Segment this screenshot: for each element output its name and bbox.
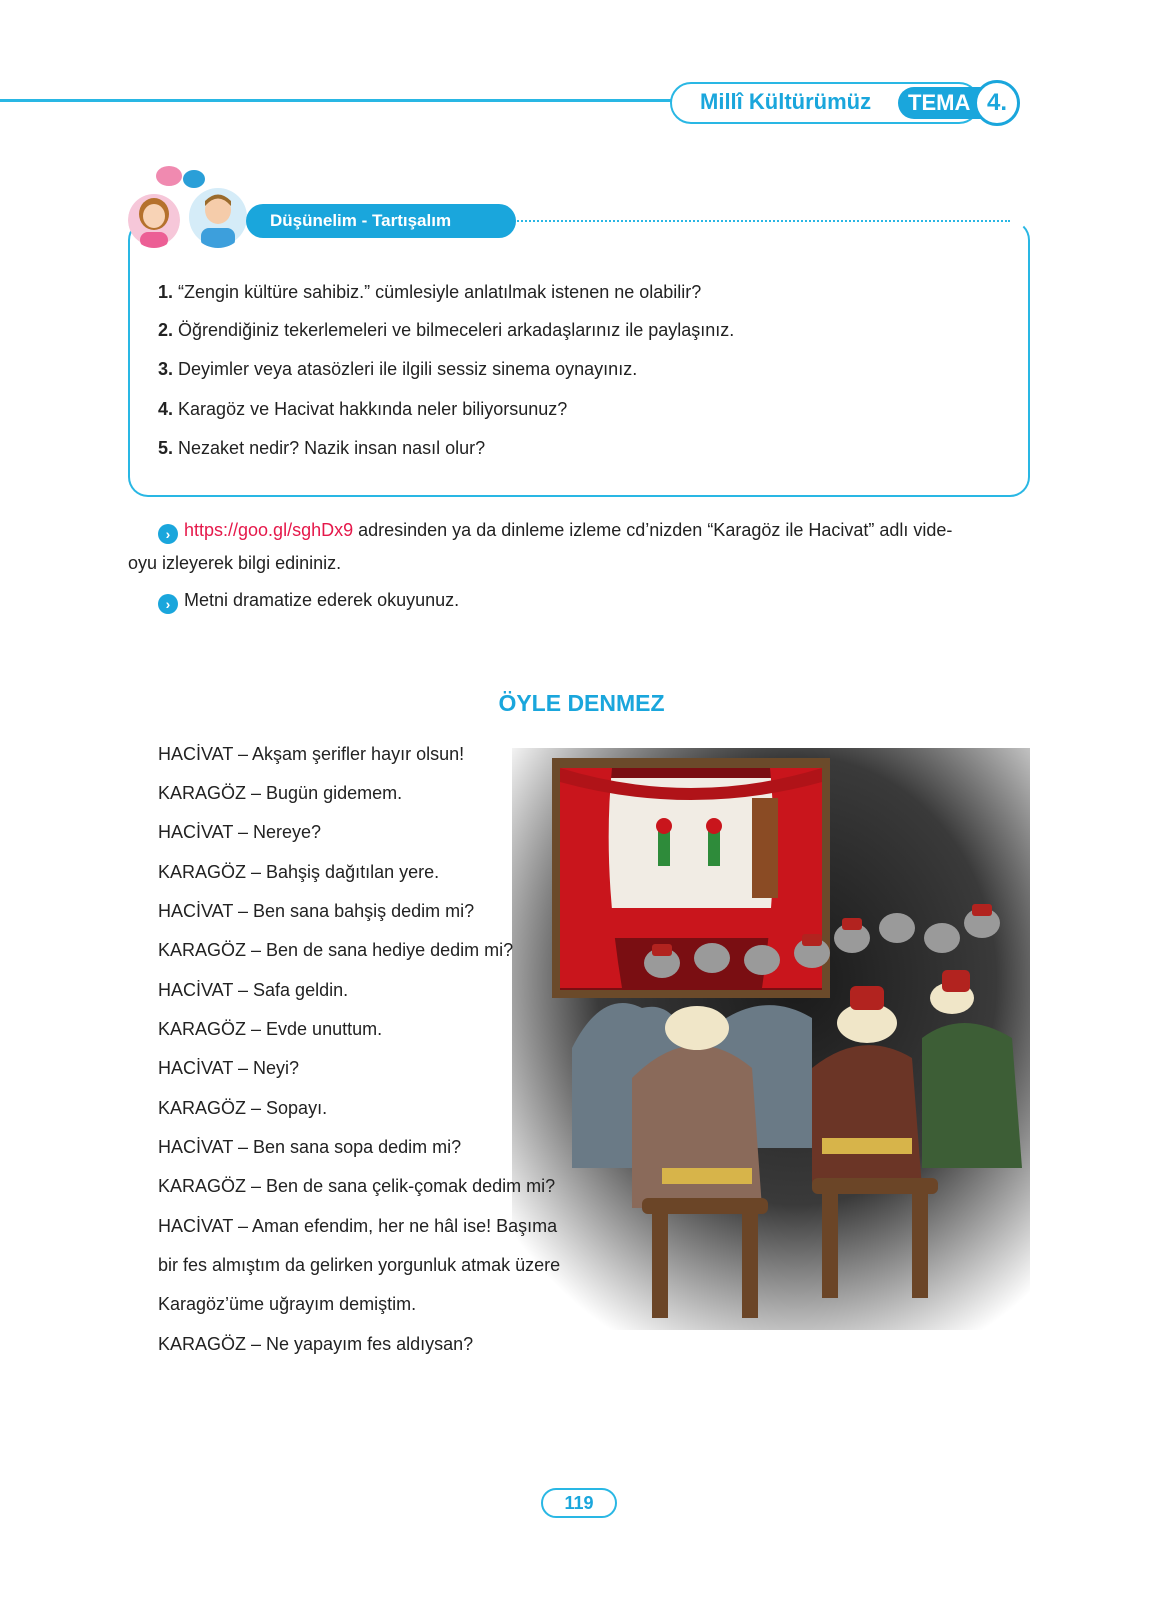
question-number: 1. [158,282,174,302]
dialogue-line: HACİVAT – Neyi? [158,1058,300,1078]
dialogue-line: KARAGÖZ – Bahşiş dağıtılan yere. [158,862,440,882]
instruction-line-2: oyu izleyerek bilgi edininiz. [128,553,342,573]
question-4 [158,399,567,420]
discussion-tab [246,204,516,238]
shadow-play-illustration [512,748,1030,1330]
header-rule [0,99,672,102]
instruction-line-1 [158,520,952,544]
video-link[interactable]: https://goo.gl/sghDx9 [184,520,354,540]
question-number: 5. [158,438,174,458]
instruction-line-3 [158,590,459,614]
tema-number: 4. [974,80,1020,126]
question-text: Nezaket nedir? Nazik insan nasıl olur? [178,438,486,458]
dialogue-line: KARAGÖZ – Bugün gidemem. [158,783,403,803]
chevron-right-icon: › [158,524,178,544]
dialogue-line: HACİVAT – Ben sana bahşiş dedim mi? [158,901,475,921]
dialogue-line: KARAGÖZ – Sopayı. [158,1098,328,1118]
dialogue-line: HACİVAT – Nereye? [158,822,322,842]
dialogue-line: Karagöz’üme uğrayım demiştim. [158,1294,417,1314]
question-text: “Zengin kültüre sahibiz.” cümlesiyle anlatılmak istenen ne olabilir? [178,282,702,302]
dialogue-line: HACİVAT – Safa geldin. [158,980,349,1000]
dialogue-line: KARAGÖZ – Ben de sana hediye dedim mi? [158,940,514,960]
question-1 [158,282,701,303]
dialogue-line: HACİVAT – Akşam şerifler hayır olsun! [158,744,465,764]
question-number: 3. [158,359,174,379]
story-title: ÖYLE DENMEZ [498,690,665,716]
tema-label: TEMA [908,90,971,115]
dotted-divider [510,220,1010,222]
chapter-title: Millî Kültürümüz [700,89,872,114]
question-text: Karagöz ve Hacivat hakkında neler biliyorsunuz? [178,399,568,419]
chevron-right-icon: › [158,594,178,614]
dialogue-line: HACİVAT – Aman efendim, her ne hâl ise! Başıma [158,1216,558,1236]
dialogue-line: bir fes almıştım da gelirken yorgunluk atmak üzere [158,1255,561,1275]
page-number: 119 [541,1488,617,1518]
question-text: Deyimler veya atasözleri ile ilgili sessiz sinema oynayınız. [178,359,638,379]
question-number: 4. [158,399,174,419]
dialogue-line: KARAGÖZ – Evde unuttum. [158,1019,383,1039]
question-3 [158,359,637,380]
question-2 [158,320,734,341]
pink-speech-bubble-icon [156,166,182,186]
question-text: Öğrendiğiniz tekerlemeleri ve bilmeceleri arkadaşlarınız ile paylaşınız. [178,320,735,340]
instruction-text: adresinden ya da dinleme izleme cd’nizden “Karagöz ile Hacivat” adlı vide- [353,520,953,540]
question-5 [158,438,485,459]
discussion-tab-label: Düşünelim - Tartışalım [270,211,452,230]
dialogue-line: KARAGÖZ – Ben de sana çelik-çomak dedim mi? [158,1176,556,1196]
girl-avatar-icon [128,192,180,248]
dialogue-line: KARAGÖZ – Ne yapayım fes aldıysan? [158,1334,474,1354]
dialogue-line: HACİVAT – Ben sana sopa dedim mi? [158,1137,462,1157]
question-number: 2. [158,320,174,340]
boy-avatar-icon [188,186,248,248]
blue-speech-bubble-icon [183,170,205,188]
instruction-text: Metni dramatize ederek okuyunuz. [184,590,460,610]
